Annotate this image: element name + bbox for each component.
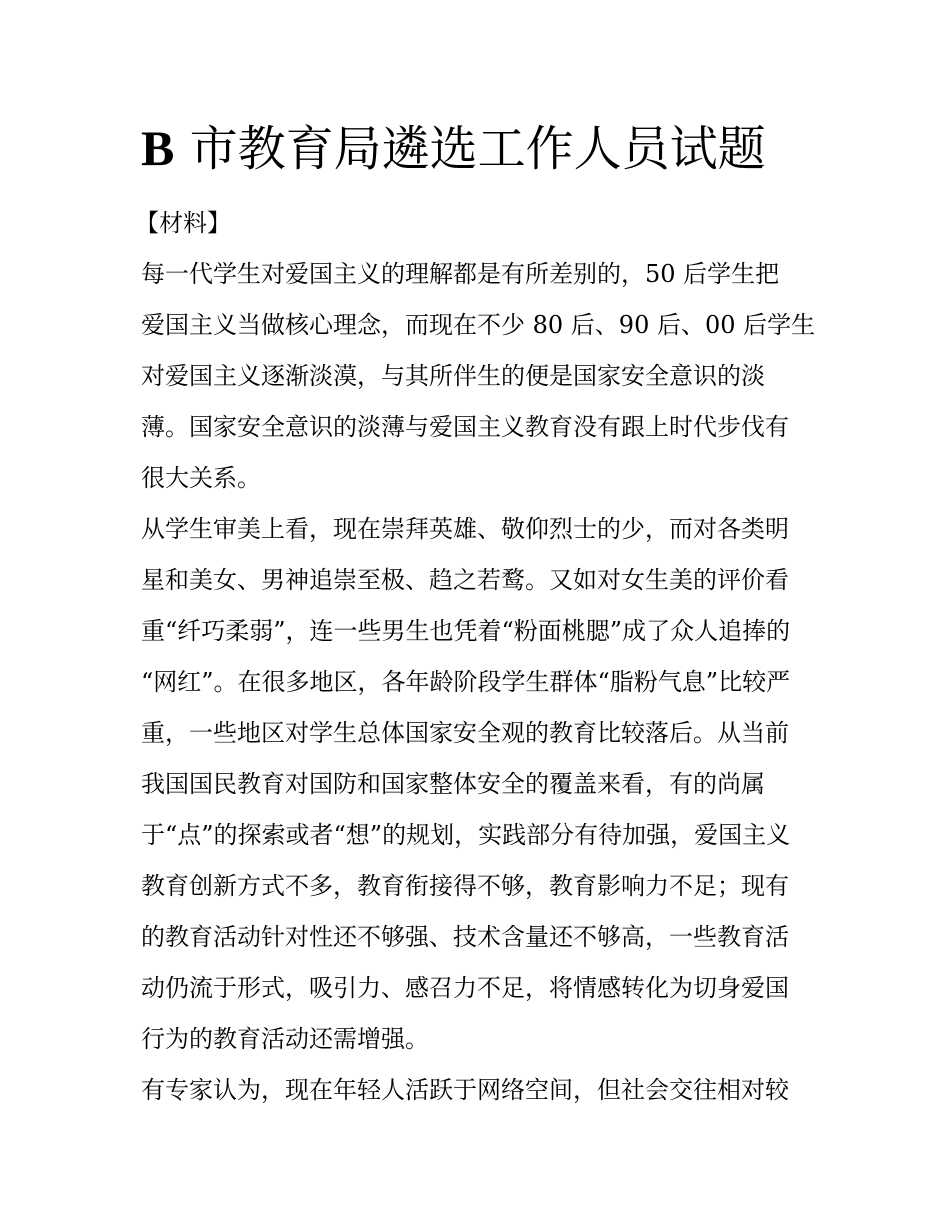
text-line: 重“纤巧柔弱”，连一些男生也凭着“粉面桃腮”成了众人追捧的	[141, 617, 791, 645]
text-line: 每一代学生对爱国主义的理解都是有所差别的，50 后学生把	[141, 260, 780, 288]
title-rest: 市教育局遴选工作人员试题	[174, 121, 766, 177]
text-line: 于“点”的探索或者“想”的规划，实践部分有待加强，爱国主义	[141, 821, 791, 849]
title-prefix: B	[141, 120, 175, 176]
text-line: 爱国主义当做核心理念，而现在不少 80 后、90 后、00 后学生	[141, 311, 816, 339]
text-line: 教育创新方式不多，教育衔接得不够，教育影响力不足；现有	[141, 872, 789, 900]
text-line: 很大关系。	[141, 464, 261, 492]
text-line: 对爱国主义逐渐淡漠，与其所伴生的便是国家安全意识的淡	[141, 362, 765, 390]
text-line: 重，一些地区对学生总体国家安全观的教育比较落后。从当前	[141, 719, 789, 747]
text-line: “网红”。在很多地区，各年龄阶段学生群体“脂粉气息”比较严	[141, 668, 791, 696]
document-body	[135, 198, 821, 1116]
paragraph-1	[141, 249, 821, 504]
text-line: 有专家认为，现在年轻人活跃于网络空间，但社会交往相对较	[141, 1076, 789, 1104]
document-title	[141, 118, 766, 179]
text-line: 行为的教育活动还需增强。	[141, 1025, 429, 1053]
text-line: 薄。国家安全意识的淡薄与爱国主义教育没有跟上时代步伐有	[141, 413, 789, 441]
text-line: 我国国民教育对国防和国家整体安全的覆盖来看，有的尚属	[141, 770, 765, 798]
section-label: 【材料】	[135, 209, 231, 237]
text-line: 星和美女、男神追崇至极、趋之若鹜。又如对女生美的评价看	[141, 566, 789, 594]
text-line: 从学生审美上看，现在崇拜英雄、敬仰烈士的少，而对各类明	[141, 515, 789, 543]
paragraph-3	[141, 1065, 821, 1116]
paragraph-2	[141, 504, 821, 1065]
text-line: 动仍流于形式，吸引力、感召力不足，将情感转化为切身爱国	[141, 974, 789, 1002]
text-line: 的教育活动针对性还不够强、技术含量还不够高，一些教育活	[141, 923, 789, 951]
